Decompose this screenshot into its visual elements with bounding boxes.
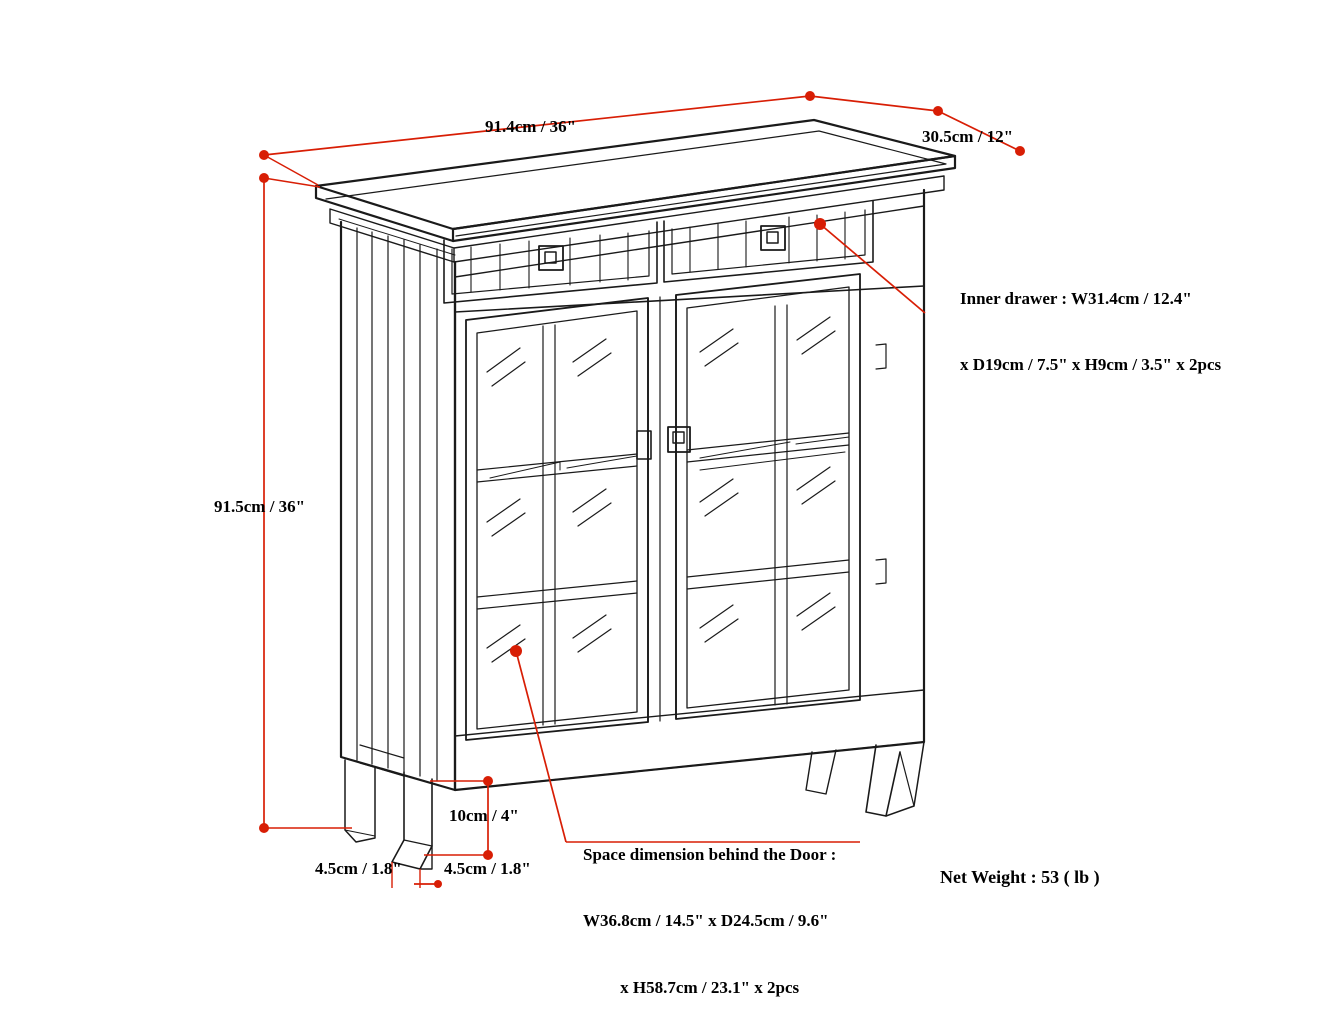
callout-inner-drawer [960, 244, 1221, 421]
callout-space-line-2: W36.8cm / 14.5" x D24.5cm / 9.6" [583, 911, 829, 931]
dimension-leg-width-right: 4.5cm / 1.8" [444, 859, 531, 878]
cabinet-body [341, 190, 924, 790]
dimension-leg-width-left: 4.5cm / 1.8" [315, 859, 402, 878]
cabinet-top [316, 120, 955, 262]
dimension-width: 91.4cm / 36" [485, 117, 577, 136]
doors [466, 274, 886, 740]
dimension-lines [259, 91, 1025, 888]
callout-space-line-1: Space dimension behind the Door : [583, 845, 837, 865]
callout-inner-drawer-line-1: Inner drawer : W31.4cm / 12.4" [960, 289, 1192, 309]
dimension-leg-height: 10cm / 4" [449, 806, 519, 825]
dimension-depth: 30.5cm / 12" [922, 127, 1014, 146]
callout-space-behind-door [583, 800, 836, 1029]
callout-inner-drawer-line-2: x D19cm / 7.5" x H9cm / 3.5" x 2pcs [960, 355, 1222, 375]
dimension-height: 91.5cm / 36" [214, 497, 306, 516]
drawer-band [444, 201, 924, 312]
net-weight-label: Net Weight : 53 ( lb ) [940, 867, 1100, 887]
callout-space-line-3: x H58.7cm / 23.1" x 2pcs [620, 977, 800, 997]
